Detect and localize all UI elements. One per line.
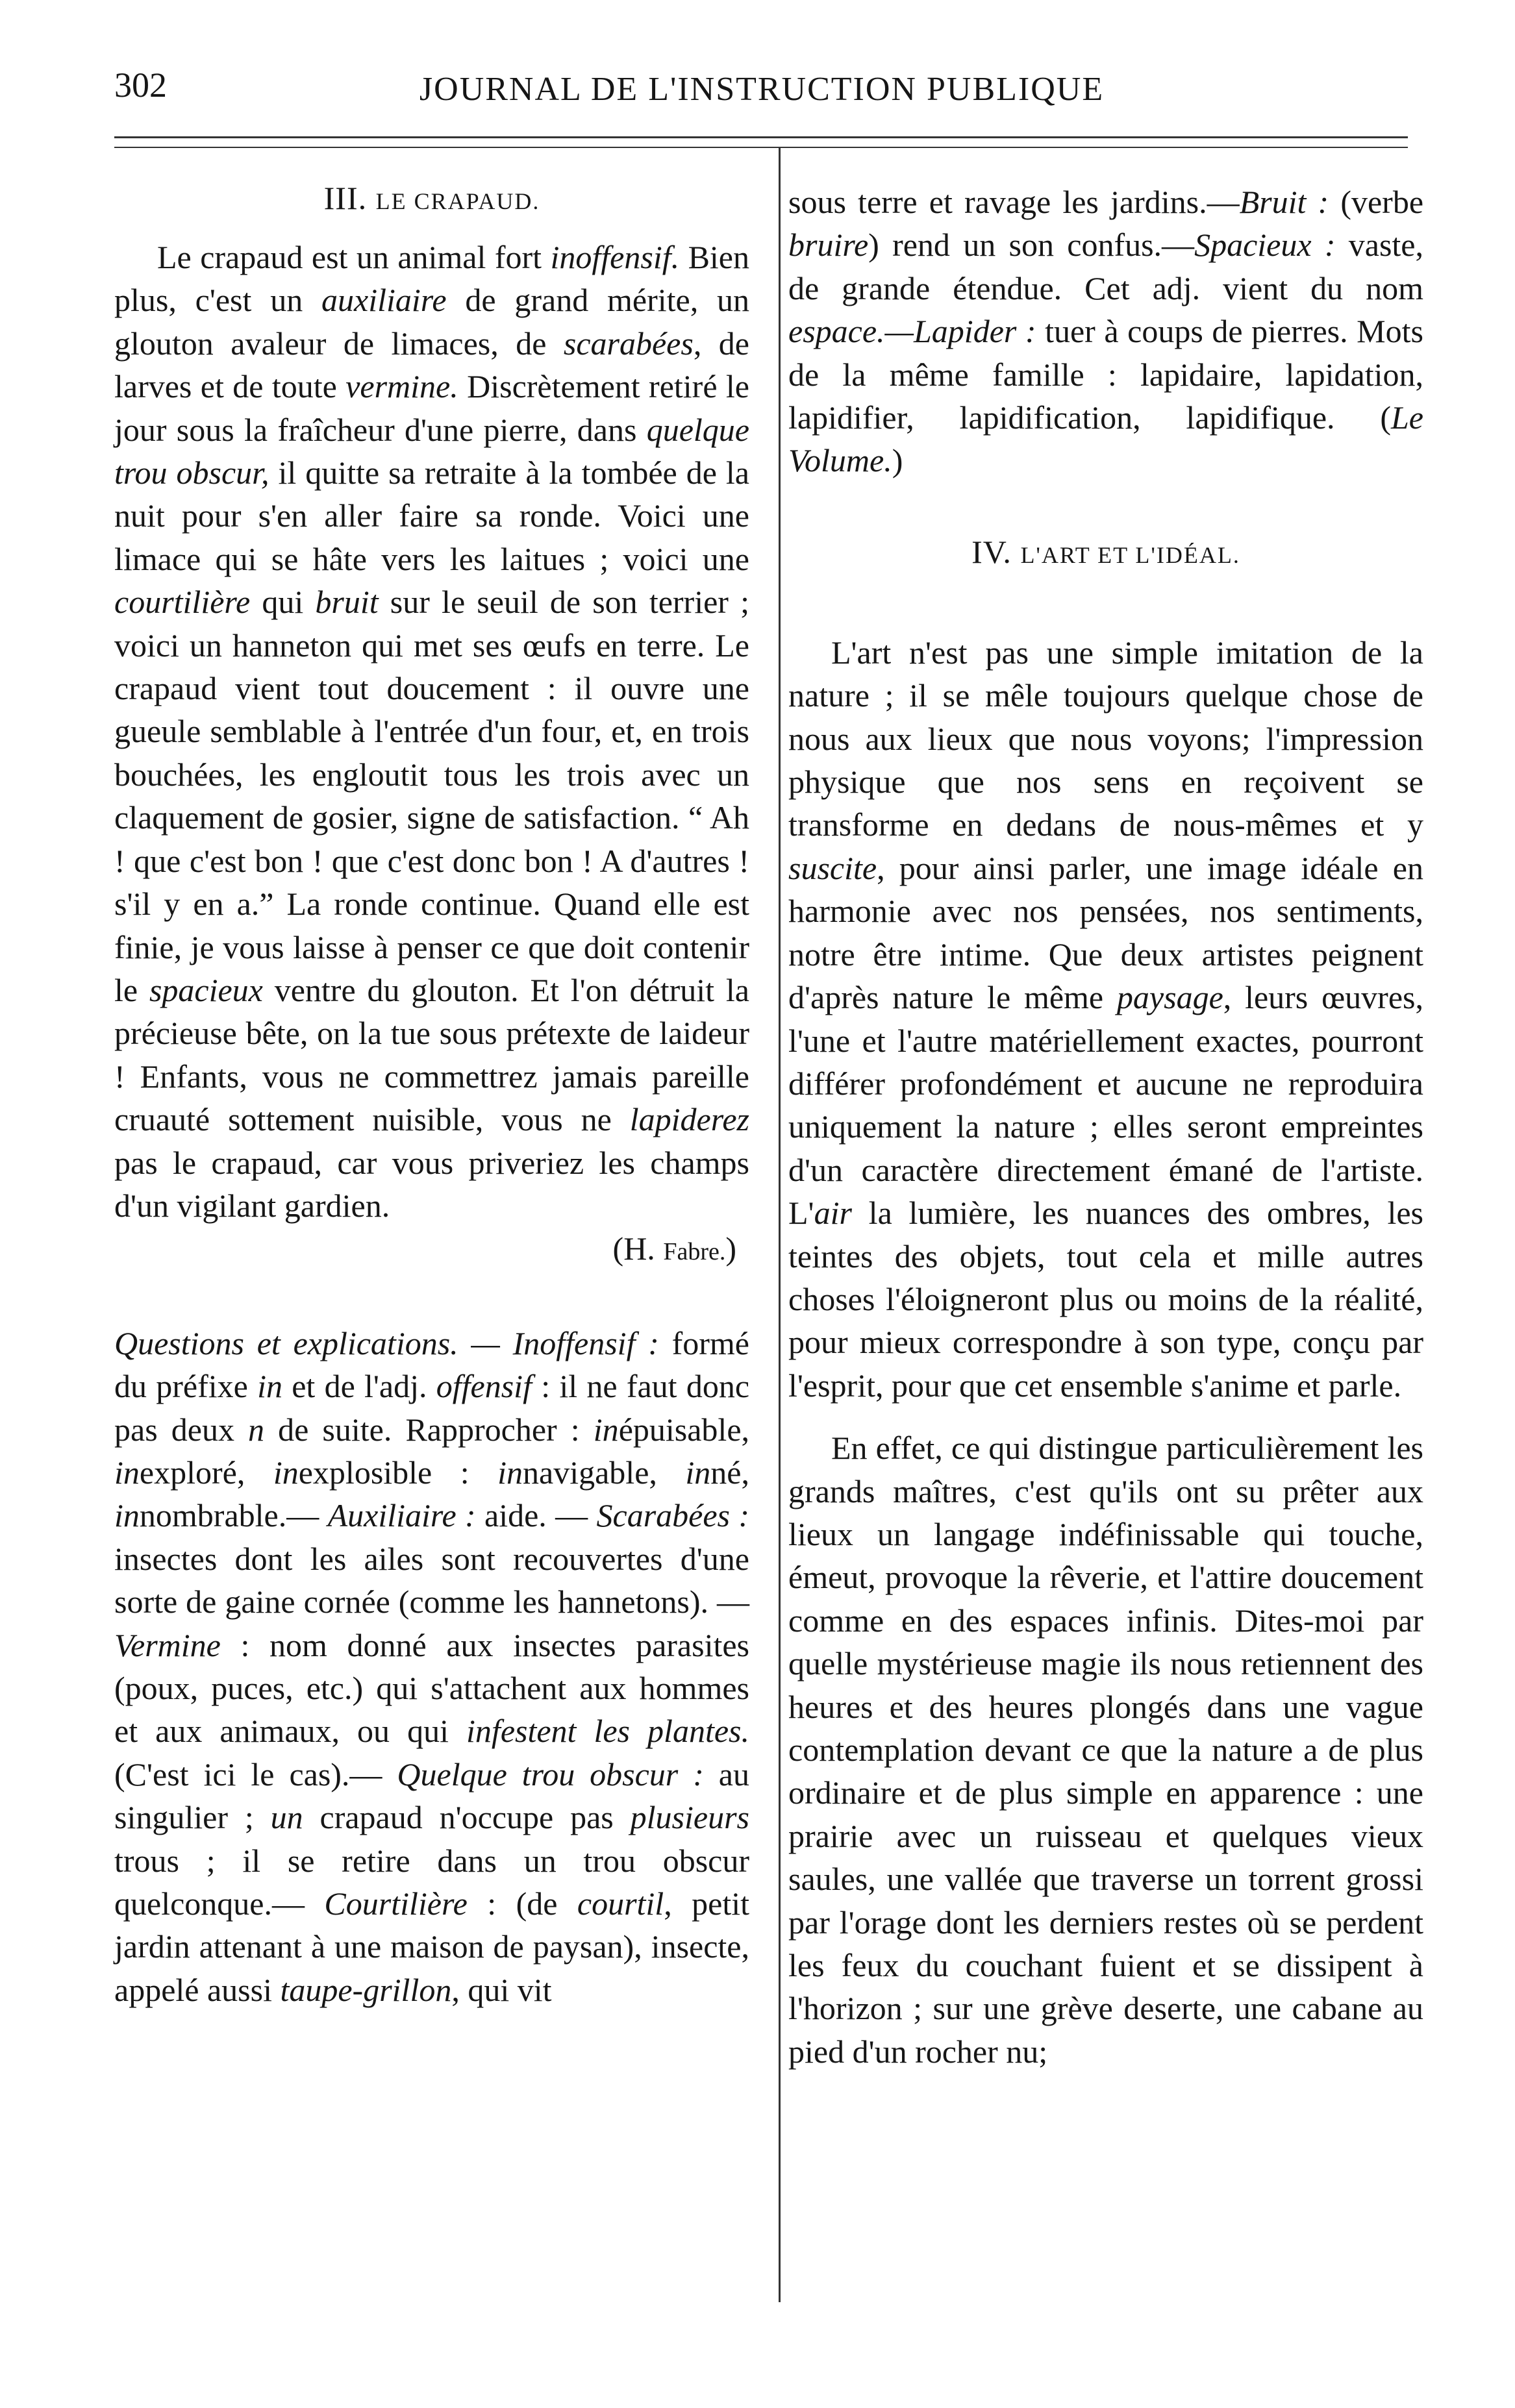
running-title: JOURNAL DE L'INSTRUCTION PUBLIQUE (419, 71, 1105, 108)
source-prefix: (H. (612, 1230, 664, 1267)
section-number: III. (323, 180, 368, 216)
source-suffix: ) (725, 1230, 736, 1267)
right-column (788, 180, 1423, 2073)
section-heading-crapaud (114, 177, 749, 223)
art-paragraph-2: En effet, ce qui distingue particulièrement les grands maîtres, c'est qu'ils ont su prêter aux lieux un langage indéfinissable qui touche, émeut, provoque la rêverie, et l'attire doucement comme en des espaces infinis. Dites-moi par quelle mystérieuse magie ils nous retiennent des heures et des heures plongés dans une vague contemplation devant ce que la nature a de plus ordinaire et de plus simple en apparence : une prairie avec un ruisseau et quelques vieux saules, une vallée que traverse un torrent grossi par l'orage dont les derniers restes où se perdent les feux du couchant fuient et se dissipent à l'horizon ; sur une grève deserte, une cabane au pied d'un rocher nu; (788, 1430, 1423, 2070)
crapaud-text: Le crapaud est un animal fort inoffensif. Bien plus, c'est un auxiliaire de grand mérite, un glouton avaleur de limaces, de scarabées, de larves et de toute vermine. Discrètement retiré le jour sous la fraîcheur d'une pierre, dans quelque trou obscur, il quitte sa retraite à la tombée de la nuit pour s'en aller faire sa ronde. Voici une limace qui se hâte vers les laitues ; voici une courtilière qui bruit sur le seuil de son terrier ; voici un hanneton qui met ses œufs en terre. Le crapaud vient tout doucement : il ouvre une gueule semblable à l'entrée d'un four, et, en trois bouchées, les engloutit tous les trois avec un claquement de gosier, signe de satisfaction. “ Ah ! que c'est bon ! que c'est donc bon ! A d'autres ! s'il y en a.” La ronde continue. Quand elle est finie, je vous laisse à penser ce que doit contenir le spacieux ventre du glouton. Et l'on détruit la précieuse bête, on la tue sous prétexte de laideur ! Enfants, vous ne commettrez jamais pareille cruauté sottement nuisible, vous ne lapiderez pas le crapaud, car vous priveriez les champs d'un vigilant gardien. (114, 239, 750, 1224)
header-rule-bottom (114, 147, 1408, 148)
section-title: LE CRAPAUD. (375, 188, 540, 214)
section-title: L'ART ET L'IDÉAL. (1020, 541, 1240, 568)
section-heading-art (788, 530, 1423, 577)
art-paragraph-1: L'art n'est pas une simple imitation de la nature ; il se mêle toujours quelque chose de nous aux lieux que nous voyons; l'impression physique que nos sens en reçoivent se transforme en dedans de nous-mêmes et y suscite, pour ainsi parler, une image idéale en harmonie avec nos pensées, nos sentiments, notre être intime. Que deux artistes peignent d'après nature le même paysage, leurs œuvres, l'une et l'autre matériellement exactes, pourront différer profondément et aucune ne reproduira uniquement la nature ; elles seront empreintes d'un caractère directement émané de l'artiste. L'air la lumière, les nuances des ombres, les teintes des objets, tout cela et mille autres choses l'éloigneront plus ou moins de la réalité, pour mieux correspondre à son type, conçu par l'esprit, pour que cet ensemble s'anime et parle. (788, 634, 1423, 1404)
page-number: 302 (114, 66, 167, 105)
questions-continuation: sous terre et ravage les jardins.—Bruit : (verbe bruire) rend un son confus.—Spacieux : vaste, de grande étendue. Cet adj. vient du nom espace.—Lapider : tuer à coups de pierres. Mots de la même famille : lapidaire, lapidation, lapidifier, lapidification, lapidifique. (Le Volume.) (788, 184, 1424, 479)
left-column (114, 177, 749, 2011)
header-rule-top (114, 136, 1408, 138)
section-number: IV. (971, 533, 1012, 570)
source-author: Fabre. (663, 1238, 726, 1266)
questions-explications: Questions et explications. — Inoffensif : formé du préfixe in et de l'adj. offensif : il ne faut donc pas deux n de suite. Rapprocher : inépuisable, inexploré, inexplosible : innavigable, inné, innombrable.— Auxiliaire : aide. — Scarabées : insectes dont les ailes sont recouvertes d'une sorte de gaine cornée (comme les hannetons). — Vermine : nom donné aux insectes parasites (poux, puces, etc.) qui s'attachent aux hommes et aux animaux, ou qui infestent les plantes. (C'est ici le cas).— Quelque trou obscur : au singulier ; un crapaud n'occupe pas plusieurs trous ; il se retire dans un trou obscur quelconque.— Courtilière : (de courtil, petit jardin attenant à une maison de paysan), insecte, appelé aussi taupe-grillon, qui vit (114, 1324, 750, 2008)
source-attribution (114, 1227, 749, 1273)
column-divider (779, 148, 781, 2302)
